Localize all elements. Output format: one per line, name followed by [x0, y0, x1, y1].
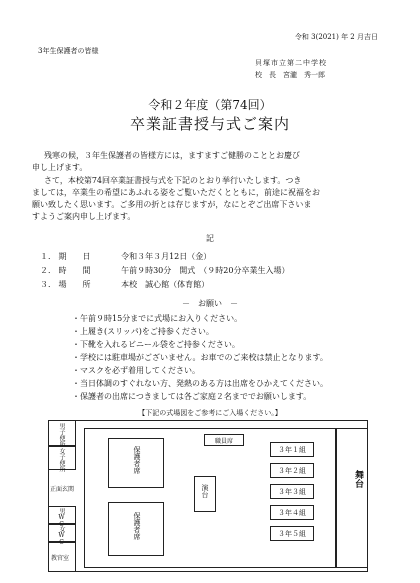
stage: [336, 428, 368, 568]
body-line-6: すようご案内申し上げます。: [32, 212, 136, 221]
request-item: ・上履き(スリッパ)をご持参ください。: [72, 327, 214, 336]
date: 令和 3(2021) 年 2 月吉日: [294, 33, 378, 41]
detail-number: ３．: [40, 280, 56, 289]
request-item: ・学校には駐車場がございません。お車でのご来校は禁止となります。: [72, 353, 328, 362]
body-line-2: 申し上げます。: [32, 163, 88, 172]
request-item: ・マスクを必ず着用してください。: [72, 366, 200, 375]
request-item: ・下靴を入れるビニール袋をご持参ください。: [72, 340, 240, 349]
request-item: ・午前９時15分までに式場にお入りください。: [72, 314, 243, 323]
boys-wc-label: 男子便所: [58, 423, 65, 447]
school-name: 貝塚市立第二中学校: [255, 59, 327, 67]
teachers-room-label: 教官室: [51, 555, 70, 562]
stage-label: 舞台: [353, 470, 363, 488]
detail-label: 場 所: [58, 280, 91, 289]
detail-date: [40, 251, 211, 262]
class-block: ３年２組: [270, 463, 314, 478]
detail-place: [40, 279, 209, 290]
detail-value: 午前９時30分 開式 （９時20分卒業生入場）: [121, 266, 290, 275]
detail-value: 令和３年３月12日（金）: [121, 252, 212, 261]
ki-marker: 記: [206, 234, 214, 243]
class-block: ３年５組: [270, 526, 314, 541]
request-item: ・保護者の出席につきましては各ご家庭２名まででお願いします。: [72, 392, 312, 401]
requests-heading: － お願い －: [182, 299, 238, 308]
class-block: ３年１組: [270, 442, 314, 457]
principal-name: 校 長 宮瀧 秀一郎: [255, 71, 325, 79]
girls-wc-label: 女子便所: [58, 448, 65, 472]
body-line-1: 残寒の候，３年生保護者の皆様方には，ますますご健勝のこととお慶び: [44, 151, 300, 160]
guardian-seats-label: 保護者席: [133, 446, 141, 474]
detail-value: 本校 誠心館（体育館）: [121, 280, 210, 289]
page-title: 卒業証書授与式ご案内: [129, 115, 290, 133]
class-block: ３年４組: [270, 505, 314, 520]
staff-seats: 職員席: [204, 434, 244, 446]
request-item: ・当日体調のすぐれない方、発熱のある方は出席をひかえてください。: [72, 379, 328, 388]
detail-number: １．: [40, 252, 56, 261]
body-line-5: 願い致したく思います。ご多用の折とは存じますが，なにとぞご出席下さいま: [32, 200, 312, 209]
detail-label: 時 間: [58, 266, 91, 275]
detail-time: [40, 265, 289, 276]
recipient: 3年生保護者の皆様: [38, 47, 99, 55]
body-line-4: ましては，卒業生の希望にあふれる姿をご覧いただくとともに，前途に祝福をお: [32, 188, 320, 197]
podium-label: 演台: [201, 484, 209, 498]
front-entrance-label: 正面玄関: [50, 486, 75, 493]
class-block: ３年３組: [270, 484, 314, 499]
guardian-seats-label: 保護者席: [133, 512, 141, 540]
map-caption: 【下記の式場図をご参考にご入場ください。】: [138, 409, 282, 417]
wc2-label: 女WC: [58, 526, 65, 546]
title-year: 令和２年度（第74回）: [148, 98, 272, 112]
venue-map: [48, 420, 368, 572]
detail-number: ２．: [40, 266, 56, 275]
body-line-3: さて，本校第74回卒業証書授与式を下記のとおり挙行いたします。つき: [44, 176, 302, 185]
detail-label: 期 日: [58, 252, 91, 261]
wc1-label: 男WC: [58, 508, 65, 528]
